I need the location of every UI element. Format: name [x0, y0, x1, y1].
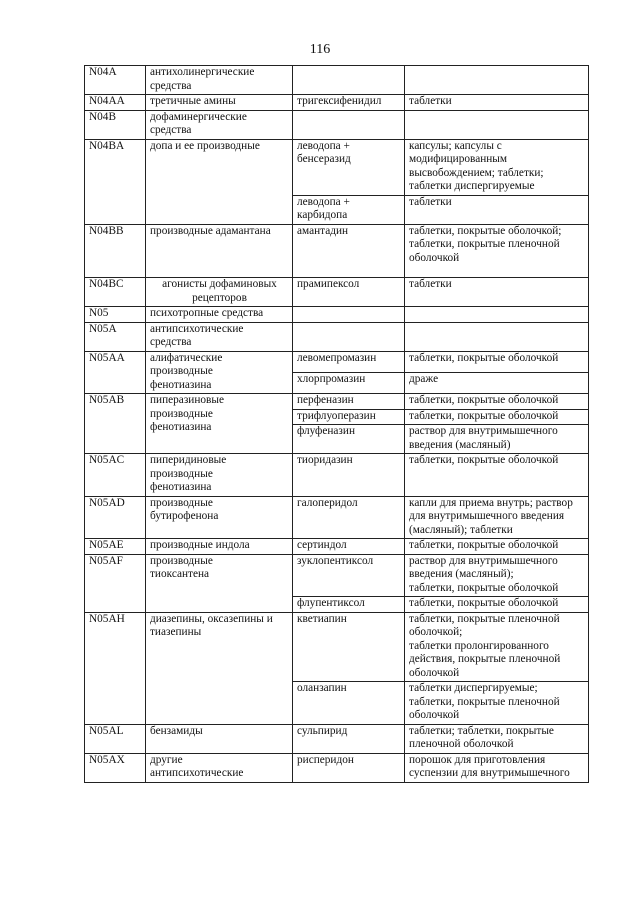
cell-text-line: средства — [150, 124, 192, 136]
cell-text-line: левомепромазин — [297, 351, 377, 364]
cell-text-line: антихолинергические — [150, 66, 255, 78]
atc-code-cell — [85, 278, 146, 307]
cell-text-line: галоперидол — [297, 496, 358, 509]
drug-name-cell — [293, 322, 405, 351]
cell-text-line: таблетки; таблетки, покрытые — [409, 724, 554, 737]
cell-text-line: таблетки пролонгированного — [409, 639, 549, 652]
cell-text-line: пиперидиновые — [150, 454, 227, 466]
drug-classification-table — [84, 65, 589, 783]
cell-text-line: антипсихотические — [150, 767, 244, 779]
dosage-form-cell — [405, 110, 589, 139]
cell-text-line: таблетки диспергируемые; — [409, 682, 538, 694]
cell-text-line: сертиндол — [297, 539, 347, 551]
cell-text-line: хлорпромазин — [297, 372, 366, 385]
group-name-cell — [146, 322, 293, 351]
cell-text-line: действия, покрытые пленочной — [409, 653, 561, 665]
cell-text-line: средства — [150, 79, 192, 92]
group-name-cell — [146, 454, 293, 497]
atc-code: N05AB — [89, 394, 125, 406]
cell-text-line: дофаминергические — [150, 110, 247, 123]
atc-code-cell — [85, 351, 146, 394]
drug-name-cell — [293, 496, 405, 539]
atc-code-cell — [85, 307, 146, 323]
drug-name-cell — [293, 66, 405, 95]
atc-code-cell — [85, 66, 146, 95]
cell-text-line: оболочкой — [409, 251, 460, 264]
group-name-cell — [146, 539, 293, 555]
dosage-form-cell — [405, 612, 589, 682]
cell-text-line: зуклопентиксол — [297, 554, 374, 567]
drug-name-cell — [293, 454, 405, 497]
cell-text-line: производные — [150, 554, 213, 567]
drug-name-cell — [293, 278, 405, 307]
cell-text-line: леводопа + — [297, 139, 350, 152]
cell-text-line: пиперазиновые — [150, 394, 224, 406]
cell-text-line: третичные амины — [150, 95, 236, 107]
cell-text-line: суспензии для внутримышечного — [409, 767, 570, 779]
drug-name-cell — [293, 554, 405, 597]
cell-text-line: оболочкой — [409, 666, 460, 679]
drug-name-cell — [293, 394, 405, 410]
cell-text-line: леводопа + — [297, 195, 350, 208]
table-row — [85, 307, 589, 323]
drug-name-cell — [293, 110, 405, 139]
cell-text-line: алифатические — [150, 351, 223, 364]
cell-text-line: введения (масляный) — [409, 438, 511, 451]
cell-text-line: таблетки, покрытые оболочкой; — [409, 224, 562, 237]
cell-text-line: трифлуоперазин — [297, 409, 376, 422]
group-name-cell — [146, 554, 293, 612]
dosage-form-cell — [405, 66, 589, 95]
group-name-cell — [146, 724, 293, 753]
cell-text-line: производные — [150, 407, 213, 420]
group-name-cell — [146, 95, 293, 111]
table-row — [85, 224, 589, 278]
cell-text-line: фенотиазина — [150, 421, 212, 433]
dosage-form-cell — [405, 409, 589, 425]
cell-text-line: флуфеназин — [297, 425, 355, 437]
drug-name-cell — [293, 612, 405, 682]
atc-code-cell — [85, 110, 146, 139]
dosage-form-cell — [405, 322, 589, 351]
cell-text-line: тиоксантена — [150, 568, 210, 580]
cell-text-line: таблетки — [409, 278, 452, 290]
dosage-form-cell — [405, 95, 589, 111]
atc-code-cell — [85, 95, 146, 111]
cell-text-line: бензамиды — [150, 724, 203, 737]
cell-text-line: прамипексол — [297, 278, 360, 290]
cell-text-line: пленочной оболочкой — [409, 738, 514, 750]
cell-text-line: таблетки, покрытые оболочкой — [409, 597, 559, 609]
table-row — [85, 554, 589, 597]
drug-name-cell — [293, 224, 405, 278]
cell-text-line: производные — [150, 365, 213, 377]
cell-text-line: производные — [150, 467, 213, 480]
atc-code: N04BA — [89, 139, 125, 152]
dosage-form-cell — [405, 351, 589, 372]
cell-text-line: фенотиазина — [150, 378, 212, 391]
group-name-cell — [146, 66, 293, 95]
table-row — [85, 322, 589, 351]
drug-name-cell — [293, 539, 405, 555]
atc-code: N04A — [89, 66, 117, 78]
atc-code: N04AA — [89, 95, 125, 107]
atc-code: N05AD — [89, 496, 125, 509]
cell-text-line: производные адамантана — [150, 224, 271, 237]
cell-text-line: допа и ее производные — [150, 139, 260, 152]
atc-code: N05AC — [89, 454, 125, 466]
atc-code: N04BC — [89, 278, 124, 290]
cell-text-line: таблетки, покрытые оболочкой — [409, 581, 559, 594]
atc-code: N05 — [89, 307, 109, 319]
cell-text-line: другие — [150, 753, 183, 766]
cell-text-line: (масляный); таблетки — [409, 523, 513, 536]
atc-code-cell — [85, 394, 146, 454]
cell-text-line: драже — [409, 372, 439, 385]
cell-text-line: для внутримышечного введения — [409, 510, 565, 522]
dosage-form-cell — [405, 195, 589, 224]
atc-code: N05AH — [89, 612, 125, 625]
cell-text-line: производные индола — [150, 539, 250, 551]
cell-text-line: рецепторов — [192, 291, 247, 304]
table-row — [85, 394, 589, 410]
group-name-cell — [146, 753, 293, 782]
dosage-form-cell — [405, 394, 589, 410]
table-row — [85, 496, 589, 539]
dosage-form-cell — [405, 554, 589, 597]
cell-text-line: таблетки, покрытые пленочной — [409, 695, 560, 708]
drug-name-cell — [293, 195, 405, 224]
cell-text-line: оланзапин — [297, 682, 347, 694]
atc-code: N04B — [89, 110, 116, 123]
cell-text-line: таблетки, покрытые оболочкой — [409, 454, 559, 466]
dosage-form-cell — [405, 278, 589, 307]
drug-name-cell — [293, 597, 405, 613]
atc-code-cell — [85, 496, 146, 539]
atc-code: N04BB — [89, 224, 124, 237]
atc-code-cell — [85, 554, 146, 612]
atc-code-cell — [85, 612, 146, 724]
cell-text-line: амантадин — [297, 224, 349, 237]
table-row — [85, 724, 589, 753]
group-name-cell — [146, 307, 293, 323]
drug-name-cell — [293, 139, 405, 195]
cell-text-line: таблетки, покрытые оболочкой — [409, 394, 559, 406]
atc-code-cell — [85, 224, 146, 278]
table-row — [85, 66, 589, 95]
dosage-form-cell — [405, 224, 589, 278]
table-row — [85, 139, 589, 195]
table-row — [85, 95, 589, 111]
page-number: 116 — [309, 42, 331, 57]
dosage-form-cell — [405, 753, 589, 782]
dosage-form-cell — [405, 139, 589, 195]
drug-name-cell — [293, 724, 405, 753]
cell-text-line: таблетки, покрытые пленочной — [409, 612, 560, 625]
cell-text-line: введения (масляный); — [409, 568, 514, 580]
group-name-cell — [146, 110, 293, 139]
group-name-cell — [146, 351, 293, 394]
cell-text-line: антипсихотические — [150, 322, 244, 335]
cell-text-line: таблетки — [409, 195, 452, 208]
drug-name-cell — [293, 682, 405, 725]
cell-text-line: психотропные средства — [150, 307, 264, 319]
cell-text-line: таблетки — [409, 95, 452, 107]
cell-text-line: средства — [150, 336, 192, 348]
cell-text-line: тиоридазин — [297, 454, 353, 466]
group-name-cell — [146, 496, 293, 539]
cell-text-line: капсулы; капсулы с — [409, 139, 502, 152]
drug-name-cell — [293, 95, 405, 111]
drug-name-cell — [293, 372, 405, 393]
atc-code-cell — [85, 724, 146, 753]
dosage-form-cell — [405, 425, 589, 454]
cell-text-line: перфеназин — [297, 394, 354, 406]
cell-text-line: фенотиазина — [150, 481, 212, 493]
cell-text-line: капли для приема внутрь; раствор — [409, 496, 573, 509]
cell-text-line: карбидопа — [297, 209, 348, 221]
dosage-form-cell — [405, 307, 589, 323]
atc-code: N05AE — [89, 539, 124, 551]
atc-code: N05AL — [89, 724, 124, 737]
cell-text-line: высвобождением; таблетки; — [409, 166, 544, 179]
cell-text-line: кветиапин — [297, 612, 347, 625]
group-name-cell — [146, 394, 293, 454]
drug-name-cell — [293, 307, 405, 323]
cell-text-line: диазепины, оксазепины и — [150, 612, 273, 625]
cell-text-line: производные — [150, 496, 213, 509]
cell-text-line: рисперидон — [297, 753, 354, 766]
cell-text-line: таблетки, покрытые оболочкой — [409, 351, 559, 364]
cell-text-line: агонисты дофаминовых — [162, 278, 277, 290]
dosage-form-cell — [405, 724, 589, 753]
dosage-form-cell — [405, 372, 589, 393]
table-row — [85, 612, 589, 682]
drug-name-cell — [293, 351, 405, 372]
cell-text-line: тиазепины — [150, 626, 202, 638]
cell-text-line: бутирофенона — [150, 510, 219, 522]
cell-text-line: раствор для внутримышечного — [409, 554, 558, 567]
cell-text-line: тригексифенидил — [297, 95, 382, 107]
atc-code-cell — [85, 322, 146, 351]
atc-code: N05AX — [89, 753, 125, 766]
atc-code: N05A — [89, 322, 117, 335]
cell-text-line: оболочкой; — [409, 626, 463, 638]
cell-text-line: таблетки, покрытые оболочкой — [409, 539, 559, 551]
cell-text-line: таблетки диспергируемые — [409, 180, 535, 192]
cell-text-line: флупентиксол — [297, 597, 365, 609]
atc-code: N05AA — [89, 351, 125, 364]
atc-code-cell — [85, 753, 146, 782]
cell-text-line: бенсеразид — [297, 153, 351, 165]
group-name-cell — [146, 612, 293, 724]
dosage-form-cell — [405, 496, 589, 539]
cell-text-line: таблетки, покрытые пленочной — [409, 238, 560, 250]
cell-text-line: сульпирид — [297, 724, 348, 737]
drug-name-cell — [293, 425, 405, 454]
atc-code: N05AF — [89, 554, 123, 567]
table-row — [85, 753, 589, 782]
dosage-form-cell — [405, 454, 589, 497]
table-row — [85, 454, 589, 497]
dosage-form-cell — [405, 682, 589, 725]
cell-text-line: раствор для внутримышечного — [409, 425, 558, 437]
drug-name-cell — [293, 409, 405, 425]
atc-code-cell — [85, 139, 146, 224]
atc-code-cell — [85, 454, 146, 497]
cell-text-line: порошок для приготовления — [409, 753, 546, 766]
group-name-cell — [146, 278, 293, 307]
table-row — [85, 278, 589, 307]
table-row — [85, 539, 589, 555]
table-row — [85, 351, 589, 372]
dosage-form-cell — [405, 597, 589, 613]
drug-name-cell — [293, 753, 405, 782]
dosage-form-cell — [405, 539, 589, 555]
cell-text-line: таблетки, покрытые оболочкой — [409, 409, 559, 422]
cell-text-line: модифицированным — [409, 153, 508, 165]
group-name-cell — [146, 139, 293, 224]
cell-text-line: оболочкой — [409, 709, 460, 721]
group-name-cell — [146, 224, 293, 278]
atc-code-cell — [85, 539, 146, 555]
table-row — [85, 110, 589, 139]
